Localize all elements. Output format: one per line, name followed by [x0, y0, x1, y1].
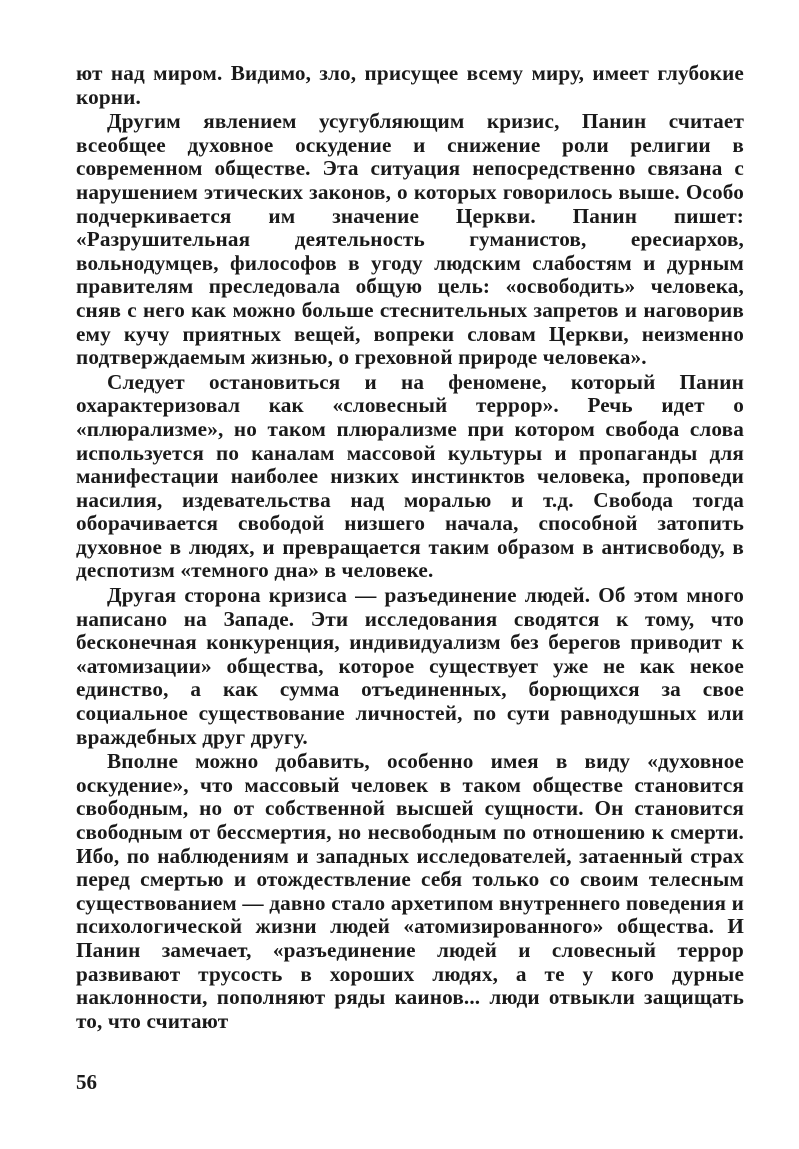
paragraph-5: Вполне можно добавить, особенно имея в виду «духовное оскудение», что массовый человек в таком обществе становится свободным, но от собственной высшей сущности. Он становится свободным от бессмертия, но несвободным по отношению к смерти. Ибо, по наблюдениям и западных исследователей, затаенный страх перед смертью и отождествление себя только со своим телесным существованием — давно стало архетипом внутреннего поведения и психологической жизни людей «атомизированного» общества. И Панин замечает, «разъединение людей и словесный террор развивают трусость в хороших людях, а те у кого дурные наклонности, пополняют ряды каинов... люди отвыкли защищать то, что считают — [76, 749, 744, 1033]
page-number: 56 — [76, 1070, 97, 1094]
paragraph-4: Другая сторона кризиса — разъединение людей. Об этом много написано на Западе. Эти исследования сводятся к тому, что бесконечная конкуренция, индивидуализм без берегов приводит к «атомизации» общества, которое существует уже не как некое единство, а как сумма отъединенных, борющихся за свое социальное существование личностей, по сути равнодушных или враждебных друг другу. — [76, 583, 744, 749]
paragraph-3: Следует остановиться и на феномене, который Панин охарактеризовал как «словесный террор». Речь идет о «плюрализме», но таком плюрализме при котором свобода слова используется по каналам массовой культуры и пропаганды для манифестации наиболее низких инстинктов человека, проповеди насилия, издевательства над моралью и т.д. Свобода тогда оборачивается свободой низшего начала, способной затопить духовное в людях, и превращается таким образом в антисвободу, в деспотизм «темного дна» в человеке. — [76, 369, 744, 583]
paragraph-2: Другим явлением усугубляющим кризис, Панин считает всеобщее духовное оскудение и снижение роли религии в современном обществе. Эта ситуация непосредственно связана с нарушением этических законов, о которых говорилось выше. Особо подчеркивается им значение Церкви. Панин пишет: «Разрушительная деятельность гуманистов, ересиархов, вольнодумцев, философов в угоду людским слабостям и дурным правителям преследовала общую цель: «освободить» человека, сняв с него как можно больше стеснительных запретов и наговорив ему кучу приятных вещей, вопреки словам Церкви, неизменно подтверждаемым жизнью, о греховной природе человека». — [76, 109, 744, 370]
paragraph-1: ют над миром. Видимо, зло, присущее всему миру, имеет глубокие корни. — [76, 61, 744, 109]
body-text — [76, 62, 744, 1033]
